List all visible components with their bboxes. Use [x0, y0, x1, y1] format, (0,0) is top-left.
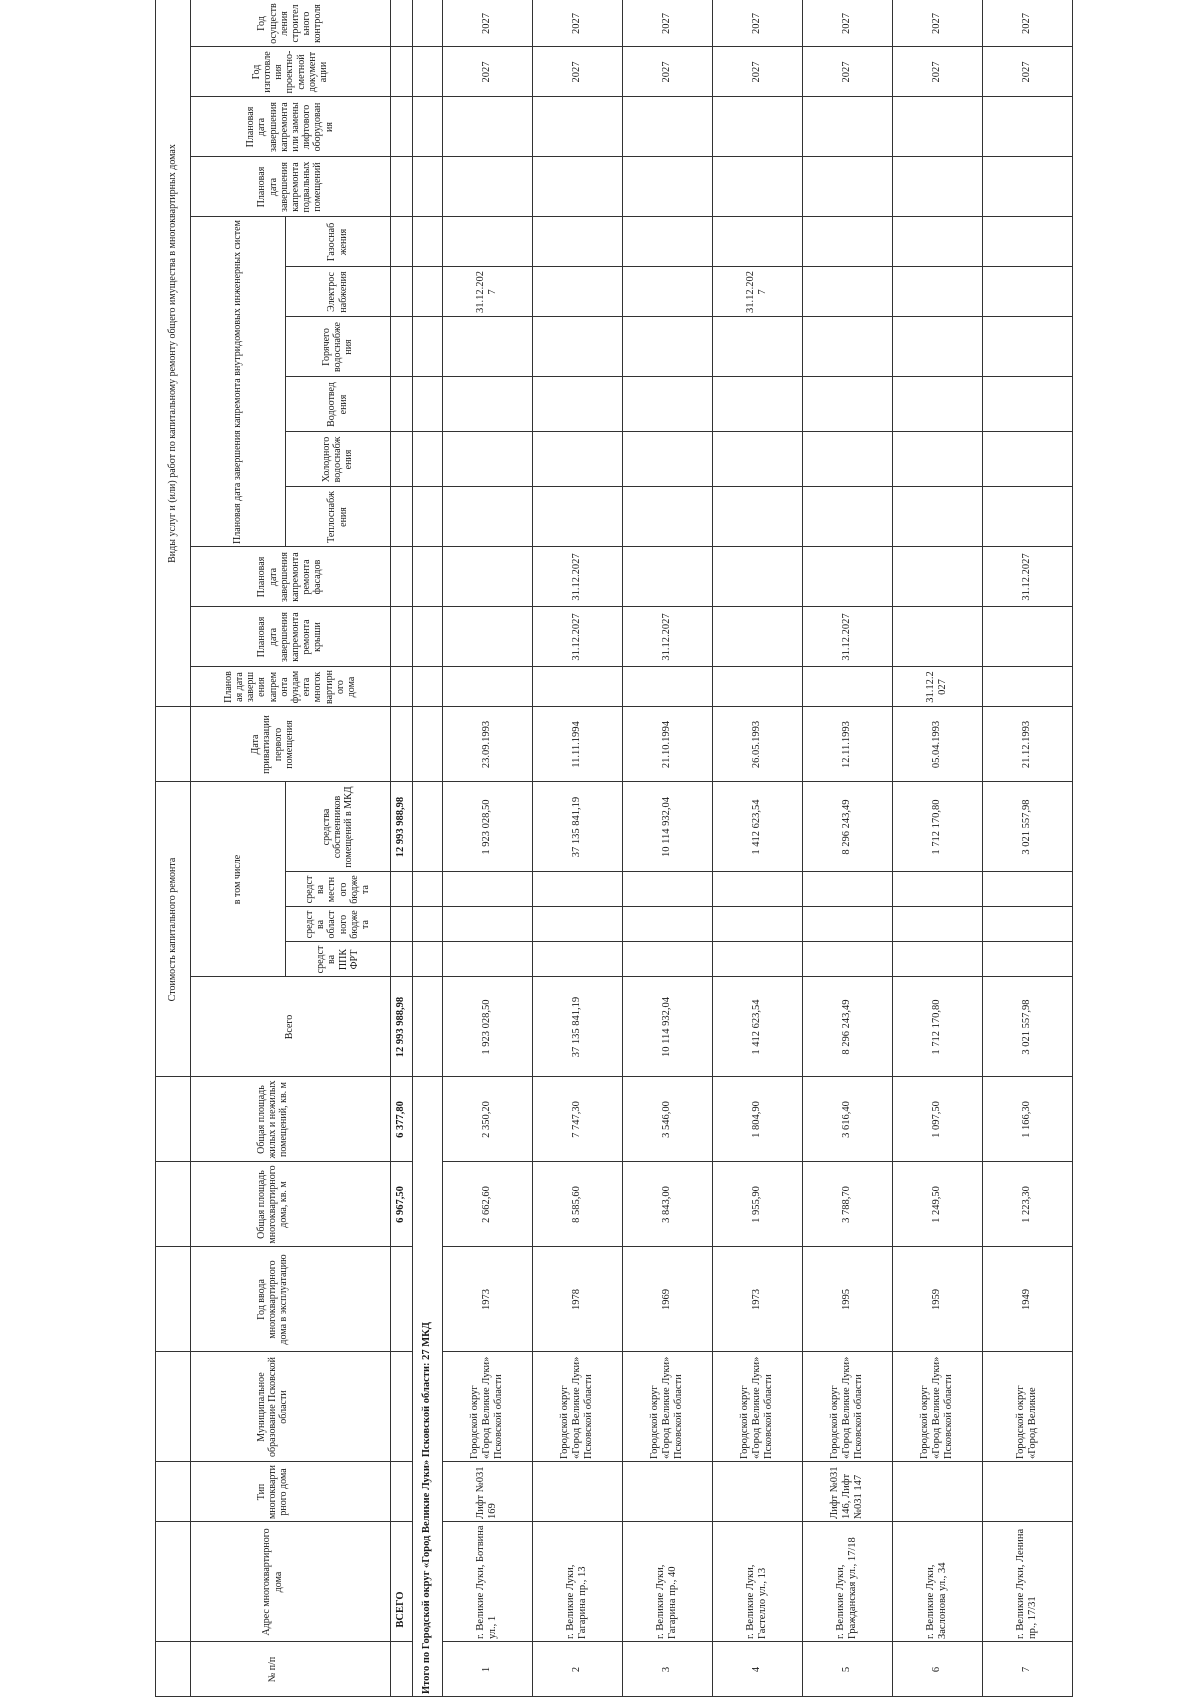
row-5-living_area: 3 616,40 — [840, 1101, 852, 1138]
row-2-owners: 37 135 841,19 — [570, 796, 582, 858]
row-3-num: 3 — [660, 1666, 672, 1673]
grid-v-line — [412, 941, 1072, 942]
subtotal-label: Итого по Городской округ «Город Великие Луки» Псковской области: 27 МКД — [420, 1321, 432, 1694]
row-7-control_year: 2027 — [1020, 13, 1032, 34]
grid-h-line — [712, 0, 713, 1697]
grid-v-line — [412, 46, 1072, 47]
row-6-total_area: 1 249,50 — [930, 1186, 942, 1223]
row-1-year: 1973 — [480, 1289, 492, 1310]
grid-v-line — [412, 871, 1072, 872]
grid-v-line — [285, 941, 412, 942]
grid-v-line — [155, 1641, 412, 1642]
grid-v-line — [412, 781, 1072, 782]
row-2-privatization: 11.11.1994 — [570, 721, 582, 768]
grid-h-line — [285, 782, 286, 977]
grid-h-line — [1072, 0, 1073, 1697]
row-7-year: 1949 — [1020, 1289, 1032, 1310]
grid-v-line — [190, 46, 412, 47]
header-total_area: Общая площадь многоквартирного дома, кв. м — [255, 1165, 290, 1244]
row-4-address: г. Великие Луки, Гастелло ул., 13 — [744, 1564, 768, 1639]
total-row-label: ВСЕГО — [394, 1591, 406, 1628]
grid-v-line — [412, 96, 1072, 97]
header-year_built: Год ввода многоквартирного дома в эксплуатацию — [255, 1254, 290, 1345]
header-sewerage: Водоотведения — [326, 382, 349, 427]
row-6-year: 1959 — [930, 1289, 942, 1310]
grid-h-line — [390, 0, 391, 1697]
row-2-municipality: Городской округ «Город Великие Луки» Псковской области — [558, 1356, 595, 1459]
grid-h-line — [622, 0, 623, 1697]
row-3-roof: 31.12.2027 — [660, 613, 672, 661]
row-4-control_year: 2027 — [750, 13, 762, 34]
row-1-privatization: 23.09.1993 — [480, 720, 492, 769]
grid-v-line — [412, 976, 1072, 977]
header-living_area: Общая площадь жилых и нежилых помещений, кв. м — [255, 1080, 290, 1159]
header-electric: Электроснабжения — [326, 271, 349, 313]
grid-v-line — [155, 706, 412, 707]
row-5-owners: 8 296 243,49 — [840, 799, 852, 855]
row-4-electric: 31.12.2027 — [744, 271, 768, 313]
row-5-municipality: Городской округ «Город Великие Луки» Псковской области — [828, 1356, 865, 1459]
row-2-total_area: 8 585,60 — [570, 1186, 582, 1223]
row-7-owners: 3 021 557,98 — [1020, 799, 1032, 855]
grid-v-line — [190, 156, 412, 157]
grid-v-line — [155, 1076, 412, 1077]
grid-v-line — [155, 1461, 412, 1462]
grid-v-line — [155, 1246, 412, 1247]
row-2-living_area: 7 747,30 — [570, 1101, 582, 1138]
row-3-address: г. Великие Луки, Гагарина пр., 40 — [654, 1564, 678, 1639]
grid-v-line — [412, 1076, 1072, 1077]
header-design_year: Год изготовления проектно-сметной документации — [250, 50, 329, 94]
row-1-control_year: 2027 — [480, 13, 492, 34]
grid-v-line — [155, 781, 412, 782]
row-7-num: 7 — [1020, 1666, 1032, 1673]
header-foundation: Плановая дата завершения капремонта фундамента многоквартирного дома — [222, 670, 357, 704]
grid-v-line — [155, 1351, 412, 1352]
row-6-privatization: 05.04.1993 — [930, 720, 942, 769]
row-5-total_area: 3 788,70 — [840, 1186, 852, 1223]
row-7-privatization: 21.12.1993 — [1020, 720, 1032, 769]
grid-h-line — [155, 0, 156, 1697]
row-1-num: 1 — [480, 1666, 492, 1673]
header-num: № п/п — [266, 1656, 278, 1683]
row-4-total: 1 412 623,54 — [750, 999, 762, 1055]
row-1-electric: 31.12.2027 — [474, 271, 498, 313]
row-1-total_area: 2 662,60 — [480, 1186, 492, 1223]
row-7-facade: 31.12.2027 — [1020, 553, 1032, 601]
row-2-design_year: 2027 — [570, 61, 582, 83]
grid-h-line — [412, 0, 413, 1697]
grid-v-line — [412, 666, 1072, 667]
grid-v-line — [442, 1351, 1072, 1352]
row-3-owners: 10 114 932,04 — [660, 797, 672, 857]
row-7-total: 3 021 557,98 — [1020, 999, 1032, 1055]
row-5-year: 1995 — [840, 1289, 852, 1310]
grid-v-line — [412, 431, 1072, 432]
row-6-control_year: 2027 — [930, 13, 942, 34]
row-5-total: 8 296 243,49 — [840, 999, 852, 1055]
header-local: средства местного бюджета — [303, 875, 371, 904]
header-works-group: Виды услуг и (или) работ по капитальному ремонту общего имущества в многоквартирных домах — [166, 144, 178, 563]
grid-v-line — [285, 266, 412, 267]
row-7-total_area: 1 223,30 — [1020, 1186, 1032, 1223]
row-4-privatization: 26.05.1993 — [750, 720, 762, 769]
row-6-design_year: 2027 — [930, 61, 942, 83]
grid-v-line — [412, 546, 1072, 547]
row-2-control_year: 2027 — [570, 13, 582, 34]
grid-v-line — [285, 376, 412, 377]
row-5-num: 5 — [840, 1666, 852, 1673]
total-row-owners: 12 993 988,98 — [394, 796, 406, 858]
grid-v-line — [412, 376, 1072, 377]
header-fund: средства ППК ФРТ — [315, 945, 360, 974]
row-6-municipality: Городской округ «Город Великие Луки» Псковской области — [918, 1356, 955, 1459]
grid-v-line — [412, 486, 1072, 487]
row-6-living_area: 1 097,50 — [930, 1101, 942, 1138]
row-5-design_year: 2027 — [840, 61, 852, 83]
row-7-design_year: 2027 — [1020, 61, 1032, 83]
grid-h-line — [532, 0, 533, 1697]
row-1-living_area: 2 350,20 — [480, 1101, 492, 1138]
grid-h-line — [892, 0, 893, 1697]
grid-v-line — [285, 906, 412, 907]
grid-v-line — [412, 216, 1072, 217]
header-basement: Плановая дата завершения капремонта подвальных помещений — [256, 161, 324, 213]
row-7-municipality: Городской округ «Город Великие — [1014, 1385, 1038, 1459]
grid-v-line — [190, 546, 412, 547]
header-in-that: в том числе — [231, 854, 243, 905]
grid-h-line — [802, 0, 803, 1697]
row-5-privatization: 12.11.1993 — [840, 721, 852, 768]
header-regional: средства областного бюджета — [303, 910, 371, 939]
row-4-owners: 1 412 623,54 — [750, 799, 762, 855]
row-5-type: Лифт №031 146, Лифт №031 147 — [828, 1466, 865, 1519]
row-2-roof: 31.12.2027 — [570, 613, 582, 661]
grid-h-line — [982, 0, 983, 1697]
row-3-privatization: 21.10.1994 — [660, 720, 672, 769]
row-4-year: 1973 — [750, 1289, 762, 1310]
grid-h-line — [442, 0, 443, 1697]
row-5-roof: 31.12.2027 — [840, 613, 852, 661]
row-6-address: г. Великие Луки, Заслонова ул., 34 — [924, 1562, 948, 1639]
row-1-design_year: 2027 — [480, 61, 492, 83]
header-gas: Газоснабжения — [326, 222, 349, 262]
row-2-address: г. Великие Луки, Гагарина пр., 13 — [564, 1564, 588, 1639]
row-5-control_year: 2027 — [840, 13, 852, 34]
grid-v-line — [412, 706, 1072, 707]
header-elevator: Плановая дата завершения капремонта или замены лифтового оборудования — [245, 102, 335, 152]
grid-v-line — [190, 666, 412, 667]
header-house_type: Тип многоквартирного дома — [255, 1464, 290, 1519]
row-7-address: г. Великие Луки, Ленина пр., 17/31 — [1014, 1528, 1038, 1639]
row-4-design_year: 2027 — [750, 61, 762, 83]
grid-v-line — [442, 1246, 1072, 1247]
grid-v-line — [412, 266, 1072, 267]
total-row-total-area: 6 967,50 — [394, 1186, 406, 1223]
row-6-owners: 1 712 170,80 — [930, 799, 942, 855]
row-1-owners: 1 923 028,50 — [480, 799, 492, 855]
grid-v-line — [442, 1461, 1072, 1462]
header-systems-group: Плановая дата завершения капремонта внутридомовых инженерных систем — [231, 220, 243, 544]
grid-v-line — [155, 1161, 412, 1162]
grid-v-line — [190, 606, 412, 607]
row-4-total_area: 1 955,90 — [750, 1186, 762, 1223]
rotated-table-sheet — [155, 0, 1200, 1697]
grid-v-line — [285, 871, 412, 872]
header-facade: Плановая дата завершения капремонта ремонта фасадов — [256, 552, 324, 602]
row-3-municipality: Городской округ «Город Великие Луки» Псковской области — [648, 1356, 685, 1459]
grid-v-line — [442, 1161, 1072, 1162]
total-row-cost: 12 993 988,98 — [394, 996, 406, 1058]
row-4-living_area: 1 804,90 — [750, 1101, 762, 1138]
row-3-living_area: 3 546,00 — [660, 1101, 672, 1138]
grid-v-line — [412, 606, 1072, 607]
grid-v-line — [442, 1521, 1072, 1522]
row-3-year: 1969 — [660, 1289, 672, 1310]
row-2-total: 37 135 841,19 — [570, 996, 582, 1058]
header-address: Адрес многоквартирного дома — [261, 1528, 284, 1636]
grid-v-line — [190, 216, 412, 217]
row-4-municipality: Городской округ «Город Великие Луки» Псковской области — [738, 1356, 775, 1459]
grid-v-line — [285, 486, 412, 487]
row-6-foundation: 31.12.2027 — [924, 671, 948, 703]
header-heating: Теплоснабжения — [326, 491, 349, 543]
header-owners: средства собственников помещений в МКД — [320, 786, 355, 868]
header-control_year: Год осуществления строительного контроля — [256, 3, 324, 44]
row-3-control_year: 2027 — [660, 13, 672, 34]
grid-v-line — [155, 1521, 412, 1522]
row-5-address: г. Великие Луки, Гражданская ул., 17/18 — [834, 1537, 858, 1639]
row-1-total: 1 923 028,50 — [480, 999, 492, 1055]
row-2-year: 1978 — [570, 1289, 582, 1310]
row-2-facade: 31.12.2027 — [570, 553, 582, 601]
header-roof: Плановая дата завершения капремонта ремонта крыши — [256, 612, 324, 662]
grid-v-line — [412, 906, 1072, 907]
row-1-type: Лифт №031 169 — [474, 1466, 498, 1519]
row-4-num: 4 — [750, 1666, 762, 1673]
header-hot_water: Горячего водоснабжения — [320, 322, 355, 372]
row-3-total: 10 114 932,04 — [660, 997, 672, 1057]
grid-v-line — [412, 316, 1072, 317]
grid-v-line — [285, 431, 412, 432]
grid-v-line — [190, 976, 412, 977]
row-1-municipality: Городской округ «Город Великие Луки» Псковской области — [468, 1356, 505, 1459]
header-total: Всего — [284, 1014, 296, 1040]
grid-v-line — [442, 1641, 1072, 1642]
grid-h-line — [190, 0, 191, 1697]
header-cold_water: Холодного водоснабжения — [320, 436, 355, 483]
grid-v-line — [412, 156, 1072, 157]
header-cost-group: Стоимость капитального ремонта — [166, 857, 178, 1002]
row-3-design_year: 2027 — [660, 61, 672, 83]
grid-v-line — [190, 96, 412, 97]
row-6-total: 1 712 170,80 — [930, 999, 942, 1055]
total-row-living-area: 6 377,80 — [394, 1101, 406, 1138]
header-municipality: Муниципальное образование Псковской области — [255, 1357, 290, 1457]
row-2-num: 2 — [570, 1666, 582, 1673]
row-6-num: 6 — [930, 1666, 942, 1673]
header-privatization: Дата приватизации первого помещения — [250, 715, 295, 774]
row-7-living_area: 1 166,30 — [1020, 1101, 1032, 1138]
row-3-total_area: 3 843,00 — [660, 1186, 672, 1223]
grid-v-line — [285, 316, 412, 317]
row-1-address: г. Великие Луки, Ботвина ул., 1 — [474, 1525, 498, 1639]
